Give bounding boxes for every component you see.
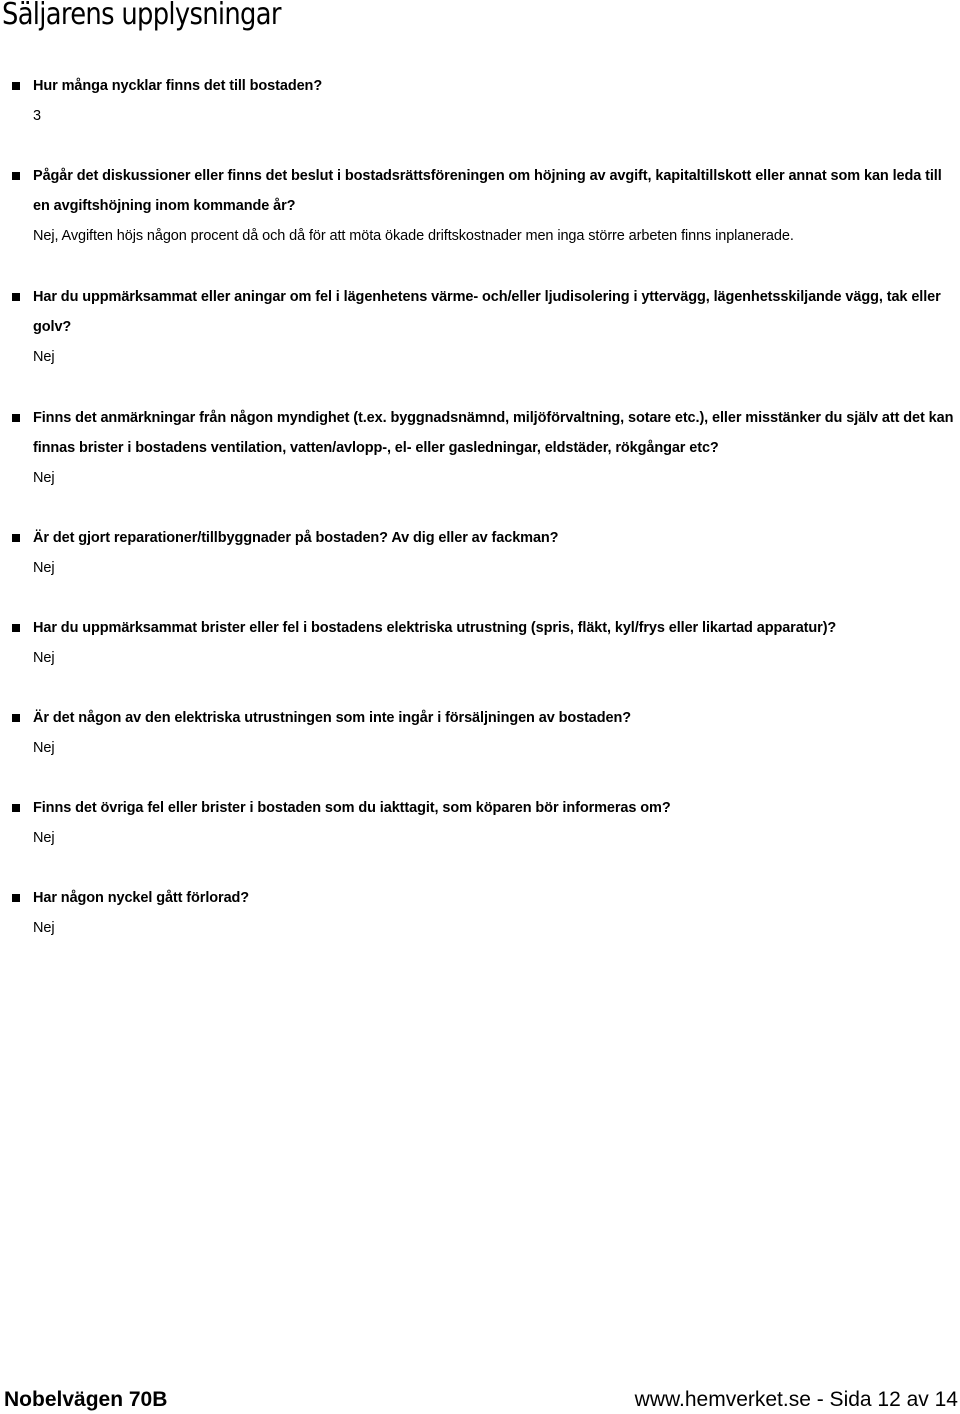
question (0, 793, 960, 823)
question-text: Har du uppmärksammat eller aningar om fel i lägenhetens värme- och/eller ljudisolering i yttervägg, lägenhetsskiljande vägg, tak eller golv? (33, 289, 941, 335)
qa-item (0, 523, 960, 583)
answer: Nej (33, 349, 55, 365)
question (0, 282, 960, 342)
bullet-square-icon (12, 172, 20, 180)
footer-address: Nobelvägen 70B (4, 1388, 168, 1411)
answer: Nej, Avgiften höjs någon procent då och då för att möta ökade driftskostnader men inga större arbeten finns inplanerade. (33, 228, 794, 244)
question-text: Pågår det diskussioner eller finns det beslut i bostadsrättsföreningen om höjning av avgift, kapitaltillskott eller annat som kan leda till en avgiftshöjning inom kommande år? (33, 168, 942, 214)
bullet-square-icon (12, 894, 20, 902)
answer: Nej (33, 650, 55, 666)
qa-item (0, 403, 960, 493)
question-text: Är det gjort reparationer/tillbyggnader på bostaden? Av dig eller av fackman? (33, 530, 559, 546)
page-title: Säljarens upplysningar (2, 0, 281, 32)
question (0, 71, 960, 101)
question (0, 523, 960, 553)
question-text: Hur många nycklar finns det till bostaden? (33, 78, 323, 94)
qa-item (0, 161, 960, 251)
answer: Nej (33, 920, 55, 936)
question-text: Finns det övriga fel eller brister i bostaden som du iakttagit, som köparen bör informeras om? (33, 800, 671, 816)
bullet-square-icon (12, 804, 20, 812)
question-text: Är det någon av den elektriska utrustningen som inte ingår i försäljningen av bostaden? (33, 710, 631, 726)
qa-item (0, 703, 960, 763)
qa-item (0, 613, 960, 673)
question-text: Finns det anmärkningar från någon myndighet (t.ex. byggnadsnämnd, miljöförvaltning, sotare etc.), eller misstänker du själv att det kan finnas brister i bostadens ventilation, vatten/avlopp-, el- eller gasledningar, eldstäder, rökgångar etc? (33, 410, 954, 456)
qa-item (0, 883, 960, 943)
bullet-square-icon (12, 293, 20, 301)
question-text: Har någon nyckel gått förlorad? (33, 890, 250, 906)
answer: Nej (33, 470, 55, 486)
qa-item (0, 793, 960, 853)
bullet-square-icon (12, 414, 20, 422)
question-text: Har du uppmärksammat brister eller fel i bostadens elektriska utrustning (spris, fläkt, kyl/frys eller likartad apparatur)? (33, 620, 837, 636)
bullet-square-icon (12, 714, 20, 722)
qa-item (0, 282, 960, 372)
answer: Nej (33, 830, 55, 846)
answer: Nej (33, 560, 55, 576)
question (0, 403, 960, 463)
bullet-square-icon (12, 624, 20, 632)
question (0, 883, 960, 913)
answer: Nej (33, 740, 55, 756)
page-footer (0, 1385, 960, 1414)
question (0, 703, 960, 733)
bullet-square-icon (12, 82, 20, 90)
footer-page-info: www.hemverket.se - Sida 12 av 14 (634, 1388, 958, 1411)
qa-item (0, 71, 960, 131)
answer: 3 (33, 108, 41, 124)
bullet-square-icon (12, 534, 20, 542)
question (0, 613, 960, 643)
question (0, 161, 960, 221)
